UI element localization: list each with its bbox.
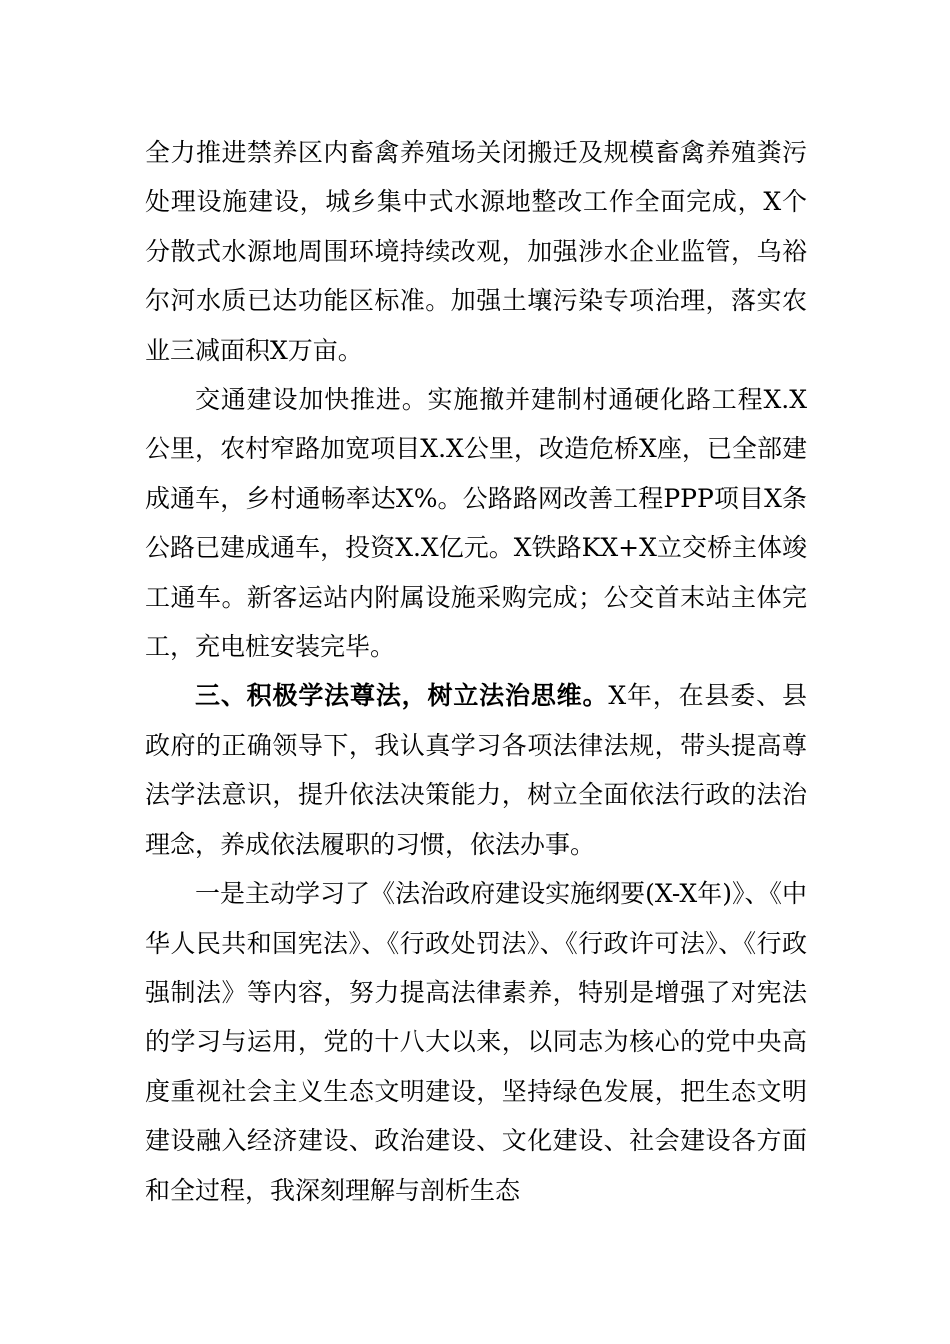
paragraph-rule-of-law — [145, 671, 807, 869]
section-heading: 三、积极学法尊法，树立法治思维。 — [195, 681, 609, 711]
paragraph-environment: 全力推进禁养区内畜禽养殖场关闭搬迁及规模畜禽养殖粪污处理设施建设，城乡集中式水源地整改工作全面完成，X个分散式水源地周围环境持续改观，加强涉水企业监管，乌裕尔河水质已达功能区标准。加强土壤污染专项治理，落实农业三减面积X万亩。 — [145, 138, 807, 365]
section-heading-body: X年，在县委、县政府的正确领导下，我认真学习各项法律法规，带头提高尊法学法意识，提升依法决策能力，树立全面依法行政的法治理念，养成依法履职的习惯，依法办事。 — [145, 681, 807, 859]
paragraph-study: 一是主动学习了《法治政府建设实施纲要(X-X年)》、《中华人民共和国宪法》、《行政处罚法》、《行政许可法》、《行政强制法》等内容，努力提高法律素养，特别是增强了对宪法的学习与运用，党的十八大以来，以同志为核心的党中央高度重视社会主义生态文明建设，坚持绿色发展，把生态文明建设融入经济建设、政治建设、文化建设、社会建设各方面和全过程，我深刻理解与剖析生态 — [145, 879, 807, 1205]
document-body — [145, 128, 807, 1215]
paragraph-transport: 交通建设加快推进。实施撤并建制村通硬化路工程X.X公里，农村窄路加宽项目X.X公里，改造危桥X座，已全部建成通车，乡村通畅率达X%。公路路网改善工程PPP项目X条公路已建成通车，投资X.X亿元。X铁路KX+X立交桥主体竣工通车。新客运站内附属设施采购完成；公交首末站主体完工，充电桩安装完毕。 — [145, 385, 807, 662]
